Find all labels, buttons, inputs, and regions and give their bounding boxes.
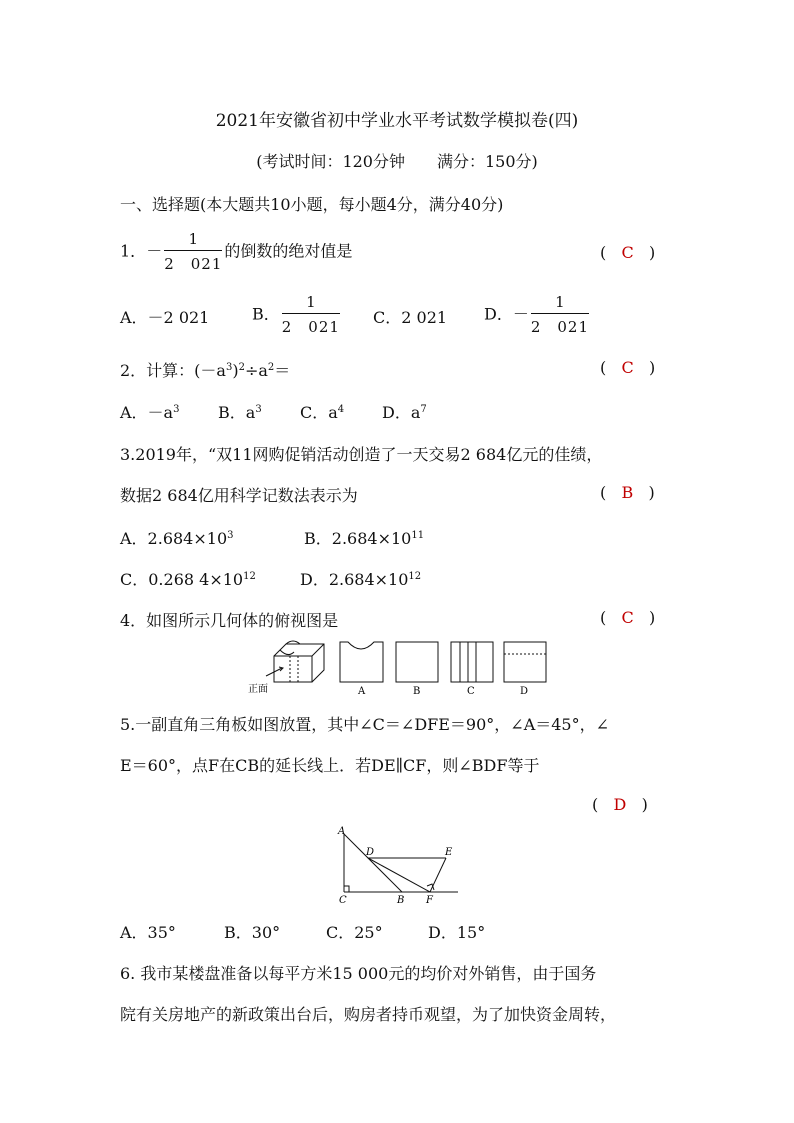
q2-exp3: 2 bbox=[267, 362, 275, 373]
exam-title: 2021年安徽省初中学业水平考试数学模拟卷(四) bbox=[215, 111, 579, 131]
paren-open: ( bbox=[600, 608, 607, 627]
q5-option-c: C．25° bbox=[326, 923, 383, 942]
q1-frac-num: 1 bbox=[164, 230, 222, 251]
paren-open: ( bbox=[600, 243, 607, 262]
q1-answer-paren bbox=[600, 243, 655, 262]
q1-option-a: A．－2 021 bbox=[120, 308, 210, 327]
q3-option-b-exp: 11 bbox=[411, 530, 425, 541]
exam-subtitle: (考试时间：120分钟 满分：150分) bbox=[256, 152, 538, 171]
q1-option-d bbox=[484, 293, 591, 337]
q1-frac-den: 2 021 bbox=[164, 255, 223, 273]
q3-option-a-text: A．2.684×10 bbox=[120, 529, 228, 548]
q3-option-c-text: C．0.268 4×10 bbox=[120, 570, 244, 589]
q4-solid-drawing bbox=[266, 641, 324, 682]
q4-front-label: 正面 bbox=[248, 684, 268, 695]
paren-close: ) bbox=[649, 608, 656, 627]
question-1 bbox=[120, 230, 352, 274]
paren-close: ) bbox=[641, 795, 648, 814]
q3-option-d bbox=[300, 567, 421, 590]
section-heading: 一、选择题(本大题共10小题，每小题4分，满分40分) bbox=[120, 195, 504, 214]
q2-mid2: ÷a bbox=[244, 361, 268, 380]
q1-fraction bbox=[164, 230, 222, 274]
q5-triangles bbox=[344, 834, 458, 892]
q5-point-a: A bbox=[338, 826, 346, 837]
q2-option-c-exp: 4 bbox=[337, 404, 345, 415]
paren-close: ) bbox=[649, 358, 656, 377]
q2-option-d bbox=[382, 400, 427, 423]
q4-option-c-shape bbox=[451, 642, 493, 682]
q4-option-b-shape bbox=[396, 642, 438, 682]
q6-line2: 院有关房地产的新政策出台后，购房者持币观望，为了加快资金周转， bbox=[120, 1005, 617, 1024]
q2-prefix: 2．计算：(－a bbox=[120, 361, 226, 380]
q1-option-b-num: 1 bbox=[282, 293, 340, 314]
q5-point-e: E bbox=[445, 847, 453, 858]
q3-option-a-exp: 3 bbox=[227, 530, 234, 541]
q1-option-d-label: D．－ bbox=[484, 304, 529, 324]
paren-close: ) bbox=[648, 483, 655, 502]
q5-option-d: D．15° bbox=[428, 923, 486, 942]
q4-option-a-shape bbox=[340, 642, 383, 682]
q3-option-c bbox=[120, 567, 256, 590]
q3-option-d-text: D．2.684×10 bbox=[300, 570, 409, 589]
q2-exp2: 2 bbox=[238, 362, 245, 373]
q2-option-a-text: A．－a bbox=[120, 403, 174, 422]
paren-open: ( bbox=[592, 795, 599, 814]
q3-line1: 3.2019年，“双11网购促销活动创造了一天交易2 684亿元的佳绩， bbox=[120, 445, 603, 464]
q1-option-d-den: 2 021 bbox=[530, 318, 590, 336]
q1-text: 的倒数的绝对值是 bbox=[224, 241, 353, 261]
q3-answer: B bbox=[621, 483, 634, 502]
q5-figure bbox=[334, 824, 464, 906]
q5-line1: 5.一副直角三角板如图放置，其中∠C＝∠DFE＝90°，∠A＝45°，∠ bbox=[120, 715, 610, 734]
q3-option-d-exp: 12 bbox=[408, 571, 422, 582]
q2-answer-paren bbox=[600, 358, 655, 377]
q3-answer-paren bbox=[600, 483, 655, 502]
paren-close: ) bbox=[649, 243, 656, 262]
q1-option-b-den: 2 021 bbox=[281, 318, 340, 336]
q4-label-c: C bbox=[467, 686, 475, 697]
q1-option-d-fraction bbox=[531, 293, 589, 337]
q5-answer-paren bbox=[592, 795, 648, 814]
q2-option-d-text: D．a bbox=[382, 403, 421, 422]
q1-prefix: 1． bbox=[120, 241, 147, 261]
q5-option-b: B．30° bbox=[224, 923, 281, 942]
q4-label-d: D bbox=[520, 686, 529, 697]
q3-line2: 数据2 684亿用科学记数法表示为 bbox=[120, 486, 358, 505]
q5-answer: D bbox=[613, 795, 627, 814]
q2-option-d-exp: 7 bbox=[420, 404, 427, 415]
q1-answer: C bbox=[621, 243, 634, 262]
q1-option-b-label: B． bbox=[252, 304, 280, 324]
q4-figure bbox=[246, 636, 556, 698]
q4-label-a: A bbox=[358, 686, 366, 697]
q5-point-f: F bbox=[426, 895, 433, 906]
q1-minus: － bbox=[146, 241, 163, 261]
q4-label-b: B bbox=[413, 686, 421, 697]
q1-option-c: C．2 021 bbox=[373, 308, 448, 327]
q3-option-b-text: B．2.684×10 bbox=[304, 529, 412, 548]
q2-option-a-exp: 3 bbox=[173, 404, 180, 415]
q5-line2: E＝60°，点F在CB的延长线上．若DE∥CF，则∠BDF等于 bbox=[120, 756, 540, 775]
paren-open: ( bbox=[600, 483, 607, 502]
q2-option-b bbox=[218, 400, 262, 423]
q4-answer: C bbox=[621, 608, 634, 627]
q2-option-c-text: C．a bbox=[300, 403, 338, 422]
q1-option-b-fraction bbox=[282, 293, 340, 337]
q2-option-b-text: B．a bbox=[218, 403, 256, 422]
q5-point-c: C bbox=[339, 895, 347, 906]
q5-option-a: A．35° bbox=[120, 923, 176, 942]
q3-option-b bbox=[304, 526, 424, 549]
q3-option-c-exp: 12 bbox=[243, 571, 256, 582]
q2-option-b-exp: 3 bbox=[255, 404, 262, 415]
q2-option-c bbox=[300, 400, 344, 423]
q2-exp1: 3 bbox=[225, 362, 233, 373]
q4-option-d-shape bbox=[504, 642, 546, 682]
q3-option-a bbox=[120, 526, 234, 549]
q1-option-d-num: 1 bbox=[531, 293, 589, 314]
paren-open: ( bbox=[600, 358, 607, 377]
question-2 bbox=[120, 358, 290, 381]
q5-point-b: B bbox=[397, 895, 405, 906]
q2-answer: C bbox=[621, 358, 634, 377]
q2-end: ＝ bbox=[274, 361, 291, 380]
q4-answer-paren bbox=[600, 608, 655, 627]
q1-option-b bbox=[252, 293, 342, 337]
q5-point-d: D bbox=[366, 847, 375, 858]
q2-option-a bbox=[120, 400, 179, 423]
q4-text: 4．如图所示几何体的俯视图是 bbox=[120, 611, 339, 630]
q2-mid: ) bbox=[232, 361, 239, 380]
q6-line1: 6. 我市某楼盘准备以每平方米15 000元的均价对外销售，由于国务 bbox=[120, 964, 597, 983]
